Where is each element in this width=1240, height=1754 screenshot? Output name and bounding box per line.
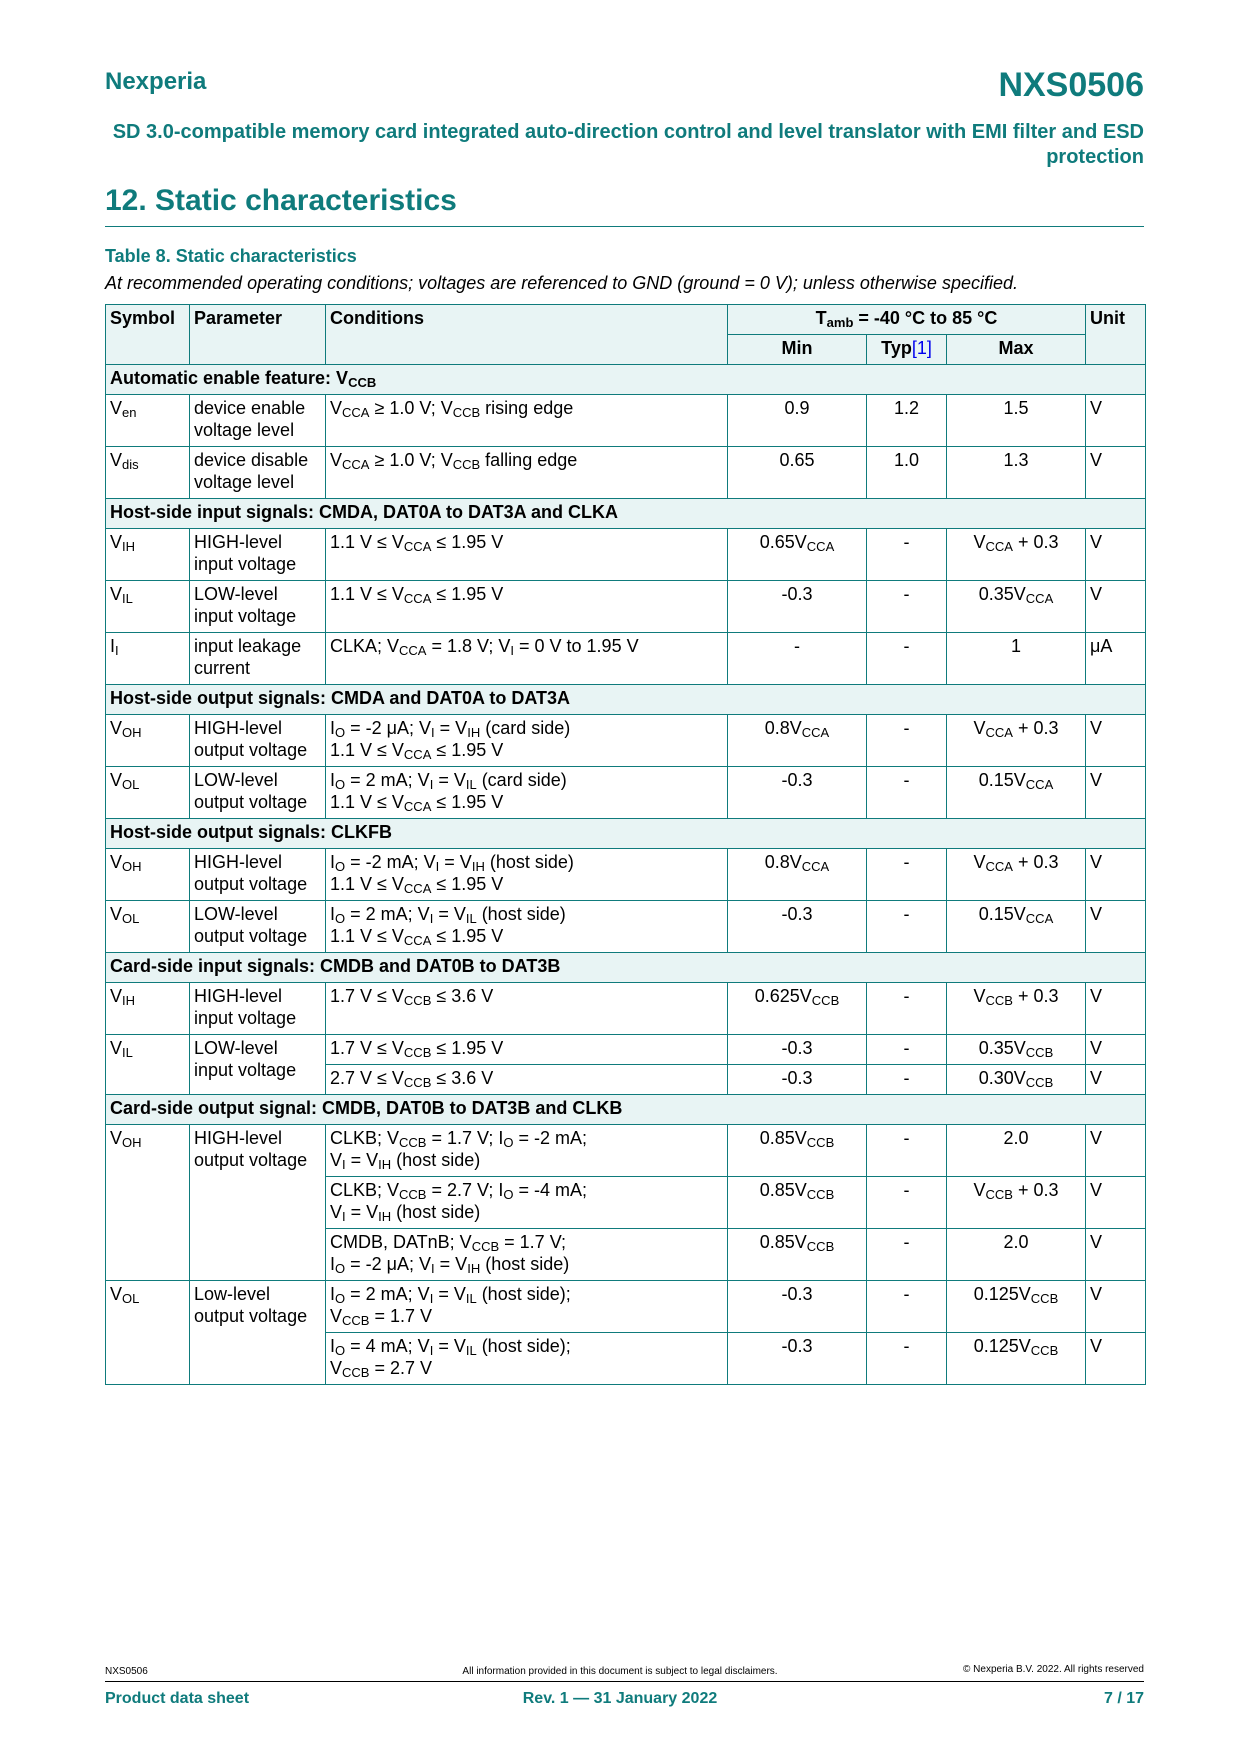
conditions-cell: $V_{CCA} \ge 1.0$ V; $V_{CCB}$ rising edge [326, 395, 728, 447]
conditions-cell: CLKB; $V_{CCB} = 2.7$ V; $I_O = -4$ mA; $V_I = V_{IH}$ (host side) [326, 1177, 728, 1229]
parameter-cell: HIGH-level output voltage [190, 849, 326, 901]
table-row [106, 395, 1146, 447]
unit-cell: V [1086, 983, 1146, 1035]
table-row [106, 1125, 1146, 1177]
table-row [106, 633, 1146, 685]
conditions-cell: CLKA; $V_{CCA} = 1.8$ V; $V_I = 0$ V to 1.95 V [326, 633, 728, 685]
group-automatic-enable: Automatic enable feature: $V_{CCB}$ [106, 365, 1146, 395]
unit-cell: V [1086, 849, 1146, 901]
typ-cell: - [867, 767, 947, 819]
parameter-cell: HIGH-level output voltage [190, 1125, 326, 1281]
parameter-cell: HIGH-level input voltage [190, 529, 326, 581]
table-caption: Table 8. Static characteristics [105, 246, 357, 266]
max-cell: $V_{CCA} + 0.3$ [947, 849, 1086, 901]
table-row [106, 581, 1146, 633]
parameter-cell: input leakage current [190, 633, 326, 685]
group-row [106, 953, 1146, 983]
unit-cell: V [1086, 581, 1146, 633]
unit-cell: V [1086, 395, 1146, 447]
unit-cell: V [1086, 447, 1146, 499]
unit-cell: V [1086, 529, 1146, 581]
footer-doc-type: Product data sheet [105, 1690, 250, 1707]
typ-cell: - [867, 529, 947, 581]
footer-copyright: © Nexperia B.V. 2022. All rights reserved [963, 1664, 1144, 1675]
unit-cell: V [1086, 1065, 1146, 1095]
group-row [106, 499, 1146, 529]
footer-doc-id: NXS0506 [105, 1666, 148, 1677]
table-row [106, 767, 1146, 819]
conditions-cell: $I_O = -2$ mA; $V_I = V_{IH}$ (host side) 1.1 $V \le V_{CCA} \le 1.95$ V [326, 849, 728, 901]
group-row [106, 1095, 1146, 1125]
typ-cell: 1.2 [867, 395, 947, 447]
footer-legal: All information provided in this document is subject to legal disclaimers. [462, 1666, 778, 1677]
section-title: 12. Static characteristics [105, 184, 457, 217]
symbol-cell: $V_{IL}$ [106, 581, 190, 633]
parameter-cell: LOW-level output voltage [190, 901, 326, 953]
footer-divider [105, 1681, 1144, 1682]
table-row [106, 983, 1146, 1035]
group-host-clkfb: Host-side output signals: CLKFB [106, 819, 1146, 849]
typ-cell: - [867, 1333, 947, 1385]
typ-cell: - [867, 901, 947, 953]
unit-cell: V [1086, 715, 1146, 767]
min-cell: $0.8V_{CCA}$ [728, 715, 867, 767]
max-cell: 2.0 [947, 1229, 1086, 1281]
conditions-cell: CMDB, DATnB; $V_{CCB} = 1.7$ V; $I_O = -2$ μA; $V_I = V_{IH}$ (host side) [326, 1229, 728, 1281]
max-cell: $0.125V_{CCB}$ [947, 1333, 1086, 1385]
symbol-cell: $V_{OH}$ [106, 715, 190, 767]
max-cell: $0.35V_{CCB}$ [947, 1035, 1086, 1065]
group-row [106, 365, 1146, 395]
unit-cell: μA [1086, 633, 1146, 685]
symbol-cell: $V_{dis}$ [106, 447, 190, 499]
conditions-cell: $V_{CCA} \ge 1.0$ V; $V_{CCB}$ falling edge [326, 447, 728, 499]
header-tamb: $T_{amb} = -40$ °C to 85 °C [728, 305, 1086, 335]
unit-cell: V [1086, 1125, 1146, 1177]
min-cell: 0.65 [728, 447, 867, 499]
min-cell: $0.8V_{CCA}$ [728, 849, 867, 901]
symbol-cell: $V_{OL}$ [106, 1281, 190, 1385]
part-number: NXS0506 [998, 66, 1144, 104]
table-row [106, 529, 1146, 581]
max-cell: 1.3 [947, 447, 1086, 499]
min-cell: - [728, 633, 867, 685]
min-cell: $0.85V_{CCB}$ [728, 1229, 867, 1281]
min-cell: $0.65V_{CCA}$ [728, 529, 867, 581]
parameter-cell: device disable voltage level [190, 447, 326, 499]
unit-cell: V [1086, 767, 1146, 819]
max-cell: $0.35V_{CCA}$ [947, 581, 1086, 633]
symbol-cell: $V_{IH}$ [106, 529, 190, 581]
table-row [106, 1035, 1146, 1065]
header-unit: Unit [1086, 305, 1146, 365]
parameter-cell: LOW-level output voltage [190, 767, 326, 819]
min-cell: -0.3 [728, 901, 867, 953]
table-row [106, 715, 1146, 767]
parameter-cell: Low-level output voltage [190, 1281, 326, 1385]
conditions-cell: 1.1 $V \le V_{CCA} \le 1.95$ V [326, 581, 728, 633]
conditions-cell: $I_O = 4$ mA; $V_I = V_{IL}$ (host side); $V_{CCB} = 2.7$ V [326, 1333, 728, 1385]
symbol-cell: $V_{OL}$ [106, 767, 190, 819]
typ-cell: - [867, 983, 947, 1035]
max-cell: $0.125V_{CCB}$ [947, 1281, 1086, 1333]
conditions-cell: $I_O = 2$ mA; $V_I = V_{IL}$ (host side) 1.1 $V \le V_{CCA} \le 1.95$ V [326, 901, 728, 953]
min-cell: -0.3 [728, 1281, 867, 1333]
max-cell: $V_{CCB} + 0.3$ [947, 1177, 1086, 1229]
typ-cell: 1.0 [867, 447, 947, 499]
group-host-output: Host-side output signals: CMDA and DAT0A to DAT3A [106, 685, 1146, 715]
conditions-cell: 1.7 $V \le V_{CCB} \le 3.6$ V [326, 983, 728, 1035]
min-cell: -0.3 [728, 581, 867, 633]
parameter-cell: LOW-level input voltage [190, 1035, 326, 1095]
min-cell: -0.3 [728, 767, 867, 819]
parameter-cell: HIGH-level output voltage [190, 715, 326, 767]
max-cell: $0.15V_{CCA}$ [947, 901, 1086, 953]
header-symbol: Symbol [106, 305, 190, 365]
max-cell: 1.5 [947, 395, 1086, 447]
header-parameter: Parameter [190, 305, 326, 365]
conditions-cell: $I_O = -2$ μA; $V_I = V_{IH}$ (card side) 1.1 $V \le V_{CCA} \le 1.95$ V [326, 715, 728, 767]
footer-revision: Rev. 1 — 31 January 2022 [522, 1690, 718, 1707]
table-note: At recommended operating conditions; voltages are referenced to GND (ground = 0 V); unless otherwise specified. [105, 273, 1018, 293]
conditions-cell: CLKB; $V_{CCB} = 1.7$ V; $I_O = -2$ mA; $V_I = V_{IH}$ (host side) [326, 1125, 728, 1177]
header-min: Min [728, 335, 867, 365]
max-cell: $0.15V_{CCA}$ [947, 767, 1086, 819]
group-card-input: Card-side input signals: CMDB and DAT0B to DAT3B [106, 953, 1146, 983]
typ-cell: - [867, 1177, 947, 1229]
table-row [106, 849, 1146, 901]
symbol-cell: $V_{OL}$ [106, 901, 190, 953]
unit-cell: V [1086, 1035, 1146, 1065]
static-characteristics-table [105, 304, 1145, 1385]
max-cell: $0.30V_{CCB}$ [947, 1065, 1086, 1095]
section-divider [105, 226, 1144, 227]
conditions-cell: 1.1 $V \le V_{CCA} \le 1.95$ V [326, 529, 728, 581]
symbol-cell: $V_{IL}$ [106, 1035, 190, 1095]
table-note-link[interactable]: [1] [911, 338, 932, 358]
min-cell: 0.9 [728, 395, 867, 447]
brand-name: Nexperia [105, 68, 207, 95]
unit-cell: V [1086, 1333, 1146, 1385]
conditions-cell: $I_O = 2$ mA; $V_I = V_{IL}$ (host side); $V_{CCB} = 1.7$ V [326, 1281, 728, 1333]
conditions-cell: 1.7 $V \le V_{CCB} \le 1.95$ V [326, 1035, 728, 1065]
symbol-cell: $V_{OH}$ [106, 849, 190, 901]
min-cell: -0.3 [728, 1035, 867, 1065]
group-row [106, 819, 1146, 849]
typ-cell: - [867, 633, 947, 685]
symbol-cell: $V_{IH}$ [106, 983, 190, 1035]
min-cell: $0.85V_{CCB}$ [728, 1177, 867, 1229]
footer-page-number: 7 / 17 [1103, 1690, 1144, 1707]
unit-cell: V [1086, 901, 1146, 953]
typ-cell: - [867, 1281, 947, 1333]
min-cell: -0.3 [728, 1065, 867, 1095]
header-typ: Typ[1] [867, 335, 947, 365]
min-cell: -0.3 [728, 1333, 867, 1385]
table-row [106, 447, 1146, 499]
typ-cell: - [867, 849, 947, 901]
parameter-cell: LOW-level input voltage [190, 581, 326, 633]
table-header-row [106, 305, 1146, 335]
min-cell: $0.625V_{CCB}$ [728, 983, 867, 1035]
symbol-cell: $V_{en}$ [106, 395, 190, 447]
unit-cell: V [1086, 1177, 1146, 1229]
typ-cell: - [867, 1035, 947, 1065]
typ-cell: - [867, 1125, 947, 1177]
unit-cell: V [1086, 1281, 1146, 1333]
conditions-cell: 2.7 $V \le V_{CCB} \le 3.6$ V [326, 1065, 728, 1095]
symbol-cell: $V_{OH}$ [106, 1125, 190, 1281]
max-cell: $V_{CCA} + 0.3$ [947, 715, 1086, 767]
table-row [106, 1281, 1146, 1333]
document-subtitle: SD 3.0-compatible memory card integrated auto-direction control and level translator with EMI filter and ESD protection [112, 121, 1144, 168]
parameter-cell: HIGH-level input voltage [190, 983, 326, 1035]
max-cell: 2.0 [947, 1125, 1086, 1177]
typ-cell: - [867, 1065, 947, 1095]
group-host-input: Host-side input signals: CMDA, DAT0A to DAT3A and CLKA [106, 499, 1146, 529]
symbol-cell: $I_I$ [106, 633, 190, 685]
group-row [106, 685, 1146, 715]
min-cell: $0.85V_{CCB}$ [728, 1125, 867, 1177]
header-max: Max [947, 335, 1086, 365]
unit-cell: V [1086, 1229, 1146, 1281]
group-card-output: Card-side output signal: CMDB, DAT0B to DAT3B and CLKB [106, 1095, 1146, 1125]
table-row [106, 901, 1146, 953]
typ-cell: - [867, 715, 947, 767]
max-cell: $V_{CCB} + 0.3$ [947, 983, 1086, 1035]
parameter-cell: device enable voltage level [190, 395, 326, 447]
max-cell: $V_{CCA} + 0.3$ [947, 529, 1086, 581]
max-cell: 1 [947, 633, 1086, 685]
typ-cell: - [867, 1229, 947, 1281]
header-conditions: Conditions [326, 305, 728, 365]
conditions-cell: $I_O = 2$ mA; $V_I = V_{IL}$ (card side) 1.1 $V \le V_{CCA} \le 1.95$ V [326, 767, 728, 819]
typ-cell: - [867, 581, 947, 633]
